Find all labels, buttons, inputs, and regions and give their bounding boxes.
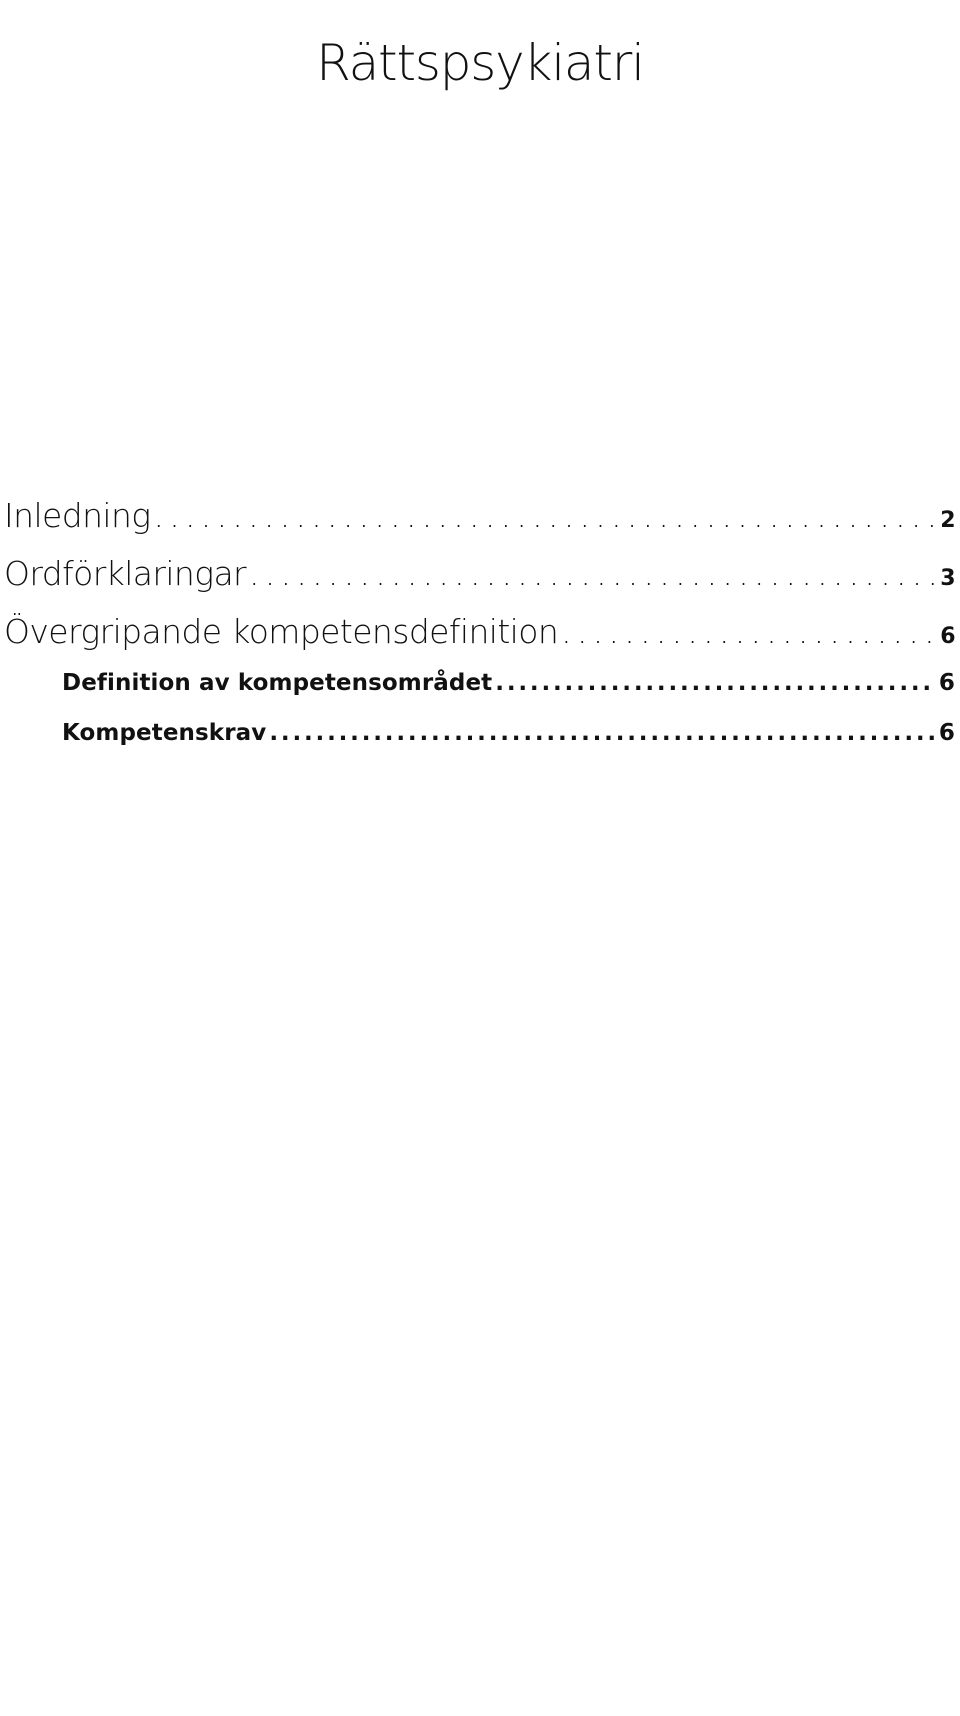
toc-page-number: 6 [938,720,955,746]
toc-leader-dots [269,720,936,746]
toc-entry-inledning[interactable] [4,496,955,535]
toc-label: Ordförklaringar [4,554,247,593]
toc-entry-definition-av-kompetensomradet[interactable] [62,670,955,696]
toc-leader-dots [249,554,937,593]
toc-label: Definition av kompetensområdet [62,670,493,696]
page-title: Rättspsykiatri [316,33,644,92]
toc-leader-dots [495,670,936,696]
toc-label: Övergripande kompetensdefinition [4,612,559,651]
toc-leader-dots [153,496,937,535]
toc-label: Kompetenskrav [62,720,267,746]
toc-page-number: 2 [940,508,955,533]
toc-entry-ordforklaringar[interactable] [4,554,955,593]
toc-entry-overgripande-kompetensdefinition[interactable] [4,612,955,651]
toc-leader-dots [561,612,937,651]
toc-page-number: 6 [938,670,955,696]
toc-page-number: 6 [940,624,955,649]
toc-label: Inledning [4,496,151,535]
toc-page-number: 3 [940,566,955,591]
toc-entry-kompetenskrav[interactable] [62,720,955,746]
